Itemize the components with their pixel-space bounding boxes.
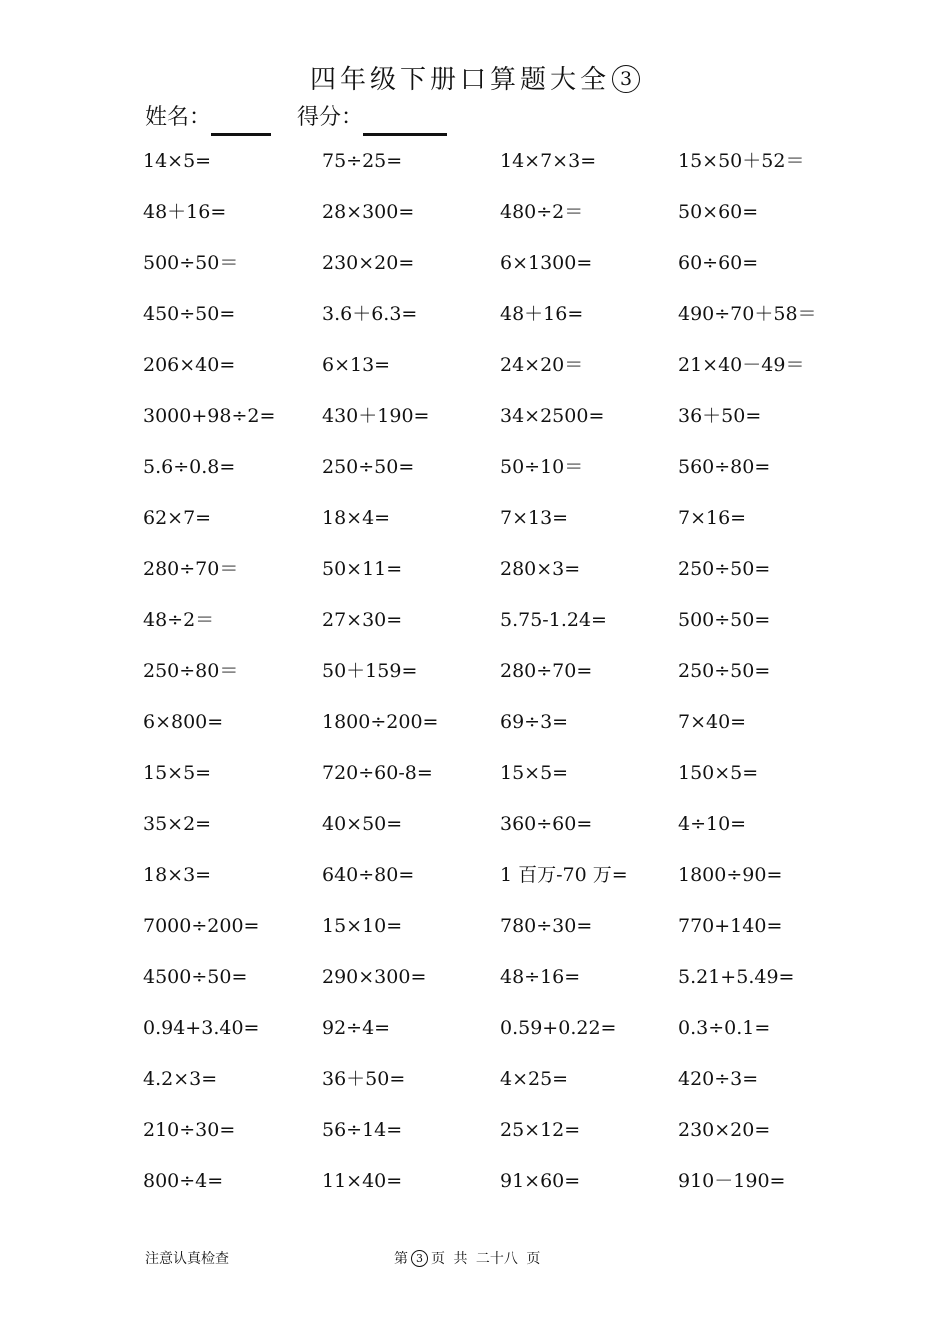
problem-grid bbox=[143, 136, 848, 1207]
problem-item: 3.6＋6.3= bbox=[322, 303, 418, 325]
problem-item: 60÷60= bbox=[678, 252, 759, 274]
problem-item: 18×3= bbox=[143, 864, 212, 886]
problem-item: 14×7×3= bbox=[500, 150, 597, 172]
name-blank[interactable] bbox=[211, 103, 271, 136]
problem-item: 27×30= bbox=[322, 609, 403, 631]
problem-item: 6×1300= bbox=[500, 252, 593, 274]
problem-item: 50＋159= bbox=[322, 660, 418, 682]
problem-item: 770+140= bbox=[678, 915, 783, 937]
problem-item: 48÷2＝ bbox=[143, 609, 215, 631]
problem-item: 490÷70＋58＝ bbox=[678, 303, 817, 325]
name-label: 姓名： bbox=[145, 105, 212, 130]
problem-item: 1800÷90= bbox=[678, 864, 783, 886]
problem-item: 15×10= bbox=[322, 915, 403, 937]
problem-item: 780÷30= bbox=[500, 915, 593, 937]
problem-item: 4.2×3= bbox=[143, 1068, 218, 1090]
problem-item: 0.94+3.40= bbox=[143, 1017, 260, 1039]
problem-item: 250÷50= bbox=[678, 558, 771, 580]
problem-item: 1 百万-70 万= bbox=[500, 864, 628, 886]
footer-page-prefix: 第 bbox=[394, 1251, 408, 1267]
problem-item: 5.6÷0.8= bbox=[143, 456, 236, 478]
problem-item: 360÷60= bbox=[500, 813, 593, 835]
title-text: 四年级下册口算题大全 bbox=[309, 65, 610, 95]
problem-item: 5.75-1.24= bbox=[500, 609, 607, 631]
problem-item: 25×12= bbox=[500, 1119, 581, 1141]
footer-page-number: 3 bbox=[411, 1250, 428, 1267]
problem-item: 36＋50= bbox=[322, 1068, 406, 1090]
problem-item: 21×40－49＝ bbox=[678, 354, 805, 376]
problem-item: 91×60= bbox=[500, 1170, 581, 1192]
problem-item: 69÷3= bbox=[500, 711, 569, 733]
page-title bbox=[0, 56, 950, 104]
problem-item: 480÷2＝ bbox=[500, 201, 584, 223]
footer-page-info bbox=[394, 1248, 540, 1268]
problem-item: 92÷4= bbox=[322, 1017, 391, 1039]
problem-item: 0.3÷0.1= bbox=[678, 1017, 771, 1039]
problem-item: 230×20= bbox=[322, 252, 415, 274]
problem-item: 11×40= bbox=[322, 1170, 403, 1192]
problem-item: 50÷10＝ bbox=[500, 456, 584, 478]
problem-item: 206×40= bbox=[143, 354, 236, 376]
problem-item: 7×40= bbox=[678, 711, 747, 733]
problem-item: 50×11= bbox=[322, 558, 403, 580]
student-info-row bbox=[145, 98, 447, 138]
problem-item: 4×25= bbox=[500, 1068, 569, 1090]
problem-item: 0.59+0.22= bbox=[500, 1017, 617, 1039]
problem-item: 24×20＝ bbox=[500, 354, 584, 376]
problem-item: 48＋16= bbox=[500, 303, 584, 325]
problem-item: 560÷80= bbox=[678, 456, 771, 478]
problem-item: 62×7= bbox=[143, 507, 212, 529]
problem-item: 5.21+5.49= bbox=[678, 966, 795, 988]
score-blank[interactable] bbox=[363, 103, 447, 136]
problem-item: 500÷50＝ bbox=[143, 252, 239, 274]
problem-item: 34×2500= bbox=[500, 405, 605, 427]
problem-item: 48＋16= bbox=[143, 201, 227, 223]
problem-item: 910－190= bbox=[678, 1170, 786, 1192]
score-label: 得分： bbox=[297, 105, 364, 130]
problem-item: 40×50= bbox=[322, 813, 403, 835]
problem-item: 500÷50= bbox=[678, 609, 771, 631]
problem-item: 720÷60-8= bbox=[322, 762, 433, 784]
problem-item: 4÷10= bbox=[678, 813, 747, 835]
problem-item: 35×2= bbox=[143, 813, 212, 835]
problem-item: 250÷50= bbox=[322, 456, 415, 478]
problem-item: 280÷70＝ bbox=[143, 558, 239, 580]
problem-item: 4500÷50= bbox=[143, 966, 248, 988]
problem-item: 56÷14= bbox=[322, 1119, 403, 1141]
footer-page-suffix: 页 共 二十八 页 bbox=[431, 1251, 541, 1267]
problem-item: 230×20= bbox=[678, 1119, 771, 1141]
title-number-badge: 3 bbox=[612, 65, 640, 93]
problem-item: 450÷50= bbox=[143, 303, 236, 325]
problem-item: 640÷80= bbox=[322, 864, 415, 886]
problem-item: 150×5= bbox=[678, 762, 759, 784]
problem-item: 250÷80＝ bbox=[143, 660, 239, 682]
problem-item: 420÷3= bbox=[678, 1068, 759, 1090]
problem-item: 7000÷200= bbox=[143, 915, 260, 937]
problem-item: 3000+98÷2= bbox=[143, 405, 276, 427]
problem-item: 290×300= bbox=[322, 966, 427, 988]
problem-item: 75÷25= bbox=[322, 150, 403, 172]
problem-item: 18×4= bbox=[322, 507, 391, 529]
problem-item: 15×50＋52＝ bbox=[678, 150, 805, 172]
problem-item: 6×13= bbox=[322, 354, 391, 376]
problem-item: 800÷4= bbox=[143, 1170, 224, 1192]
problem-item: 48÷16= bbox=[500, 966, 581, 988]
footer-note: 注意认真检查 bbox=[145, 1251, 229, 1267]
problem-item: 250÷50= bbox=[678, 660, 771, 682]
problem-item: 210÷30= bbox=[143, 1119, 236, 1141]
problem-item: 14×5= bbox=[143, 150, 212, 172]
problem-item: 1800÷200= bbox=[322, 711, 439, 733]
problem-item: 50×60= bbox=[678, 201, 759, 223]
problem-item: 36＋50= bbox=[678, 405, 762, 427]
problem-item: 280×3= bbox=[500, 558, 581, 580]
problem-item: 15×5= bbox=[143, 762, 212, 784]
problem-item: 280÷70= bbox=[500, 660, 593, 682]
problem-item: 6×800= bbox=[143, 711, 224, 733]
problem-item: 7×13= bbox=[500, 507, 569, 529]
problem-item: 430＋190= bbox=[322, 405, 430, 427]
problem-item: 15×5= bbox=[500, 762, 569, 784]
problem-item: 7×16= bbox=[678, 507, 747, 529]
problem-item: 28×300= bbox=[322, 201, 415, 223]
